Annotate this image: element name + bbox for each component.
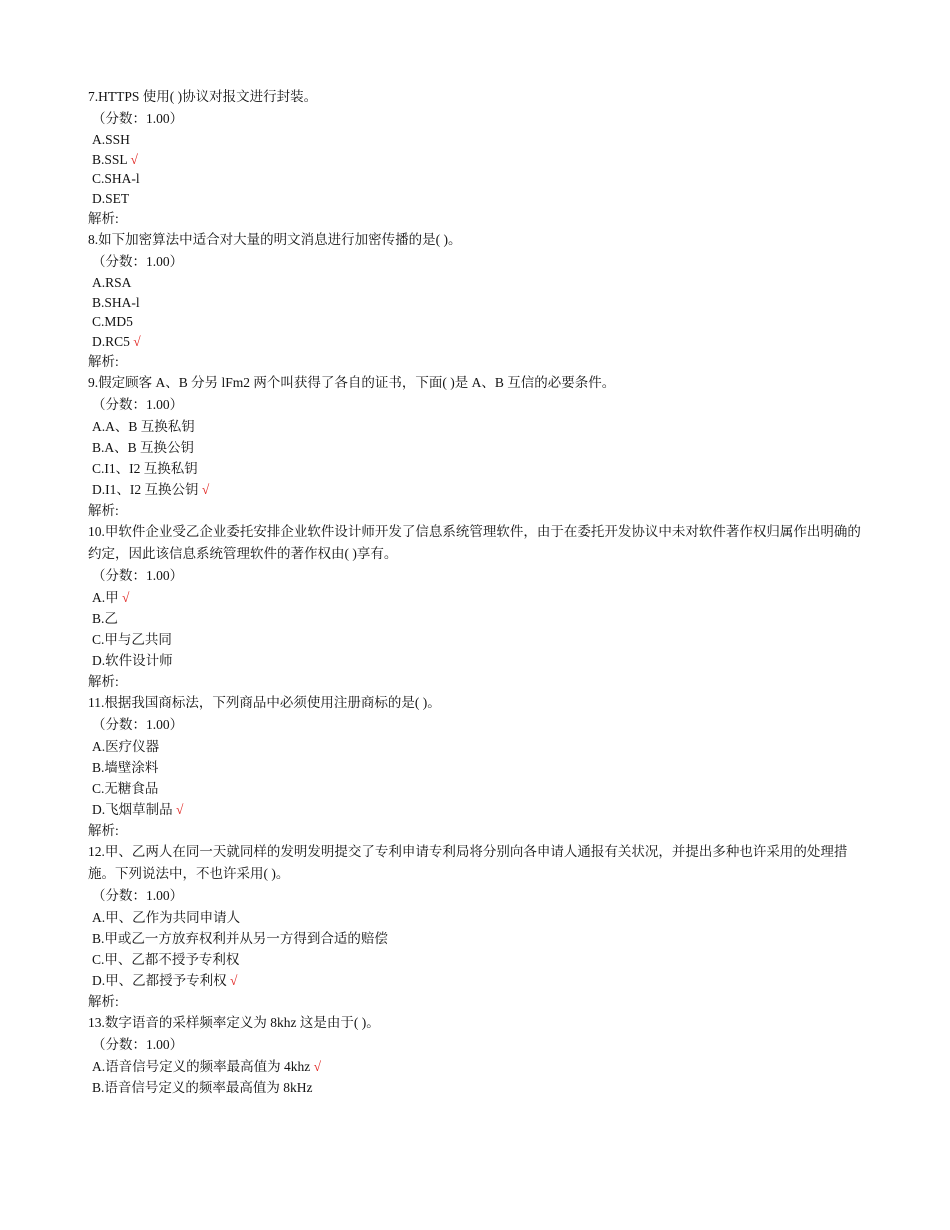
analysis-label: 解析: (88, 211, 119, 226)
option-label: A.医疗仪器 (92, 739, 160, 754)
question-block (88, 841, 868, 1012)
option-label: A.A、B 互换私钥 (92, 419, 195, 434)
option-label: C.甲、乙都不授予专利权 (92, 952, 240, 967)
option-item (88, 312, 868, 332)
question-block (88, 372, 868, 521)
option-item (88, 949, 868, 970)
question-stem: 12.甲、乙两人在同一天就同样的发明发明提交了专利申请专利局将分别向各申请人通报有关状况，并提出多种也许采用的处理措施。下列说法中，不也许采用( )。 (88, 844, 848, 881)
exam-document (88, 86, 868, 1098)
correct-check-icon: √ (313, 1059, 322, 1074)
option-label: D.软件设计师 (92, 653, 173, 668)
option-label: A.SSH (92, 132, 130, 147)
option-label: B.乙 (92, 611, 118, 626)
option-item (88, 189, 868, 209)
option-item (88, 130, 868, 150)
correct-check-icon: √ (130, 151, 138, 167)
option-label: C.无糖食品 (92, 781, 159, 796)
option-item (88, 928, 868, 949)
question-score: （分数：1.00） (92, 888, 184, 903)
option-label: B.墙壁涂料 (92, 760, 159, 775)
option-item (88, 608, 868, 629)
question-block (88, 1012, 868, 1098)
option-label: C.甲与乙共同 (92, 632, 172, 647)
option-item (88, 970, 868, 991)
question-stem: 11.根据我国商标法，下列商品中必须使用注册商标的是( )。 (88, 695, 441, 710)
option-item (88, 293, 868, 313)
option-label: A.RSA (92, 275, 132, 290)
option-item (88, 416, 868, 437)
question-stem: 7.HTTPS 使用( )协议对报文进行封装。 (88, 89, 318, 104)
question-block (88, 229, 868, 372)
option-item (88, 907, 868, 928)
correct-check-icon: √ (201, 482, 210, 497)
question-stem: 9.假定顾客 A、B 分另 lFm2 两个叫获得了各自的证书，下面( )是 A、B 互信的必要条件。 (88, 375, 616, 390)
option-label: B.SHA-l (92, 294, 140, 310)
question-block (88, 521, 868, 692)
option-item (88, 650, 868, 671)
analysis-label: 解析: (88, 823, 119, 838)
question-score: （分数：1.00） (92, 568, 184, 583)
question-block (88, 692, 868, 841)
option-item (88, 778, 868, 799)
option-item (88, 736, 868, 757)
option-label: B.A、B 互换公钥 (92, 440, 195, 455)
question-stem: 8.如下加密算法中适合对大量的明文消息进行加密传播的是( )。 (88, 232, 462, 247)
option-label: B.语音信号定义的频率最高值为 8kHz (92, 1080, 313, 1095)
question-score: （分数：1.00） (92, 254, 184, 269)
question-score: （分数：1.00） (92, 1037, 184, 1052)
option-label: A.甲、乙作为共同申请人 (92, 910, 241, 925)
question-score: （分数：1.00） (92, 717, 184, 732)
question-score: （分数：1.00） (92, 111, 184, 126)
analysis-label: 解析: (88, 354, 119, 369)
option-label: A.语音信号定义的频率最高值为 4khz (92, 1059, 311, 1074)
question-score: （分数：1.00） (92, 397, 184, 412)
option-item (88, 150, 868, 170)
option-item (88, 757, 868, 778)
correct-check-icon: √ (176, 802, 184, 817)
option-item (88, 458, 868, 479)
option-item (88, 1077, 868, 1098)
option-label: D.I1、I2 互换公钥 (92, 482, 199, 497)
analysis-label: 解析: (88, 994, 119, 1009)
correct-check-icon: √ (230, 973, 238, 988)
option-item (88, 169, 868, 189)
analysis-label: 解析: (88, 503, 119, 518)
option-label: A.甲 (92, 590, 119, 605)
option-label: D.甲、乙都授予专利权 (92, 973, 227, 988)
option-label: D.飞烟草制品 (92, 802, 173, 817)
option-label: D.SET (92, 190, 130, 206)
question-stem: 10.甲软件企业受乙企业委托安排企业软件设计师开发了信息系统管理软件，由于在委托开发协议中未对软件著作权归属作出明确的约定，因此该信息系统管理软件的著作权由( )享有。 (88, 524, 861, 561)
option-item (88, 1056, 868, 1077)
option-label: D.RC5 (92, 333, 130, 349)
correct-check-icon: √ (133, 333, 141, 349)
option-item (88, 332, 868, 352)
option-label: B.甲或乙一方放弃权利并从另一方得到合适的赔偿 (92, 931, 388, 946)
question-block (88, 86, 868, 229)
option-label: B.SSL (92, 151, 128, 167)
option-item (88, 799, 868, 820)
option-item (88, 587, 868, 608)
option-label: C.I1、I2 互换私钥 (92, 461, 198, 476)
option-item (88, 479, 868, 500)
analysis-label: 解析: (88, 674, 119, 689)
option-item (88, 273, 868, 293)
option-label: C.SHA-l (92, 171, 140, 186)
option-item (88, 437, 868, 458)
option-item (88, 629, 868, 650)
correct-check-icon: √ (122, 590, 130, 605)
option-label: C.MD5 (92, 314, 133, 329)
question-stem: 13.数字语音的采样频率定义为 8khz 这是由于( )。 (88, 1015, 380, 1030)
